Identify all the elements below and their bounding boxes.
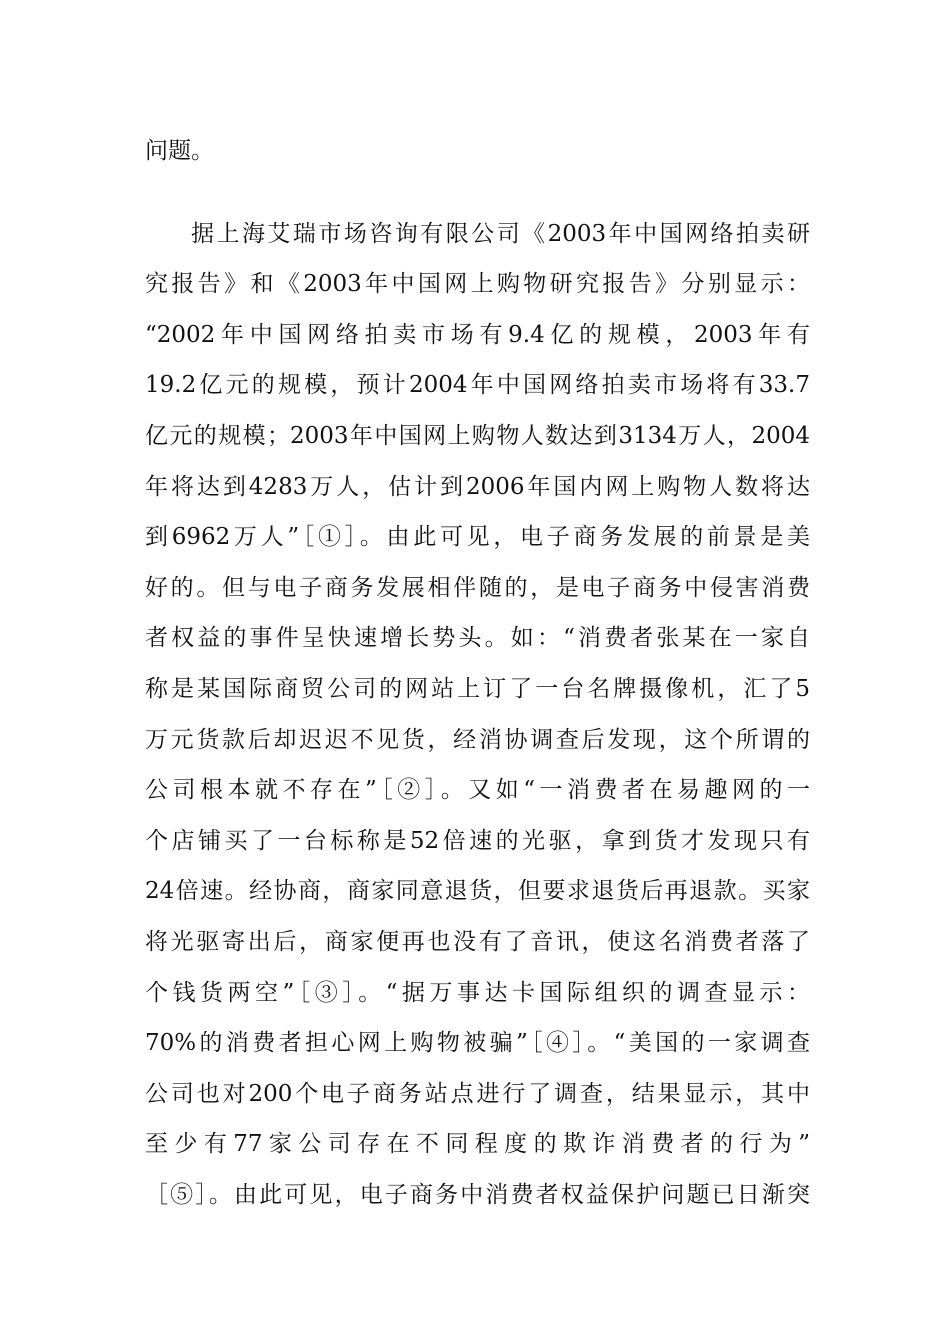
- paragraph-line: 亿元的规模；2003年中国网上购物人数达到3134万人，2004: [145, 422, 810, 449]
- opening-line: 问题。: [145, 138, 214, 164]
- paragraph-line: 19.2亿元的规模，预计2004年中国网络拍卖市场将有33.7: [145, 372, 810, 399]
- paragraph-line: 好的。但与电子商务发展相伴随的，是电子商务中侵害消费: [145, 574, 810, 601]
- paragraph-line: 个钱货两空”［③］。“据万事达卡国际组织的调查显示：: [145, 979, 810, 1006]
- paragraph-line: 70%的消费者担心网上购物被骗”［④］。“美国的一家调查: [145, 1030, 810, 1057]
- paragraph-gap: [145, 177, 810, 209]
- paragraph-line: “2002年中国网络拍卖市场有9.4亿的规模，2003年有: [145, 321, 810, 348]
- body-text: [145, 126, 810, 1220]
- paragraph-line: 者权益的事件呈快速增长势头。如：“消费者张某在一家自: [145, 625, 810, 652]
- paragraph-line: 至少有77家公司存在不同程度的欺诈消费者的行为”: [145, 1131, 810, 1158]
- paragraph-line: 究报告》和《2003年中国网上购物研究报告》分别显示：: [145, 271, 810, 298]
- paragraph-line: 24倍速。经协商，商家同意退货，但要求退货后再退款。买家: [145, 878, 810, 905]
- paragraph-line: 年将达到4283万人，估计到2006年国内网上购物人数将达: [145, 473, 810, 500]
- paragraph-line: 到6962万人”［①］。由此可见，电子商务发展的前景是美: [145, 524, 810, 551]
- paragraph-line: ［⑤］。由此可见，电子商务中消费者权益保护问题已日渐突: [145, 1181, 810, 1208]
- paragraph-line: 据上海艾瑞市场咨询有限公司《2003年中国网络拍卖研: [191, 220, 810, 247]
- paragraph-line: 公司也对200个电子商务站点进行了调查，结果显示，其中: [145, 1080, 810, 1107]
- paragraph-line: 称是某国际商贸公司的网站上订了一台名牌摄像机，汇了5: [145, 675, 810, 702]
- paragraph-line: 公司根本就不存在”［②］。又如“一消费者在易趣网的一: [145, 777, 810, 804]
- paragraph-line: 万元货款后却迟迟不见货，经消协调查后发现，这个所谓的: [145, 726, 810, 753]
- paragraph-line: 将光驱寄出后，商家便再也没有了音讯，使这名消费者落了: [145, 928, 810, 955]
- paragraph-line: 个店铺买了一台标称是52倍速的光驱，拿到货才发现只有: [145, 827, 810, 854]
- paragraph: [145, 209, 810, 1221]
